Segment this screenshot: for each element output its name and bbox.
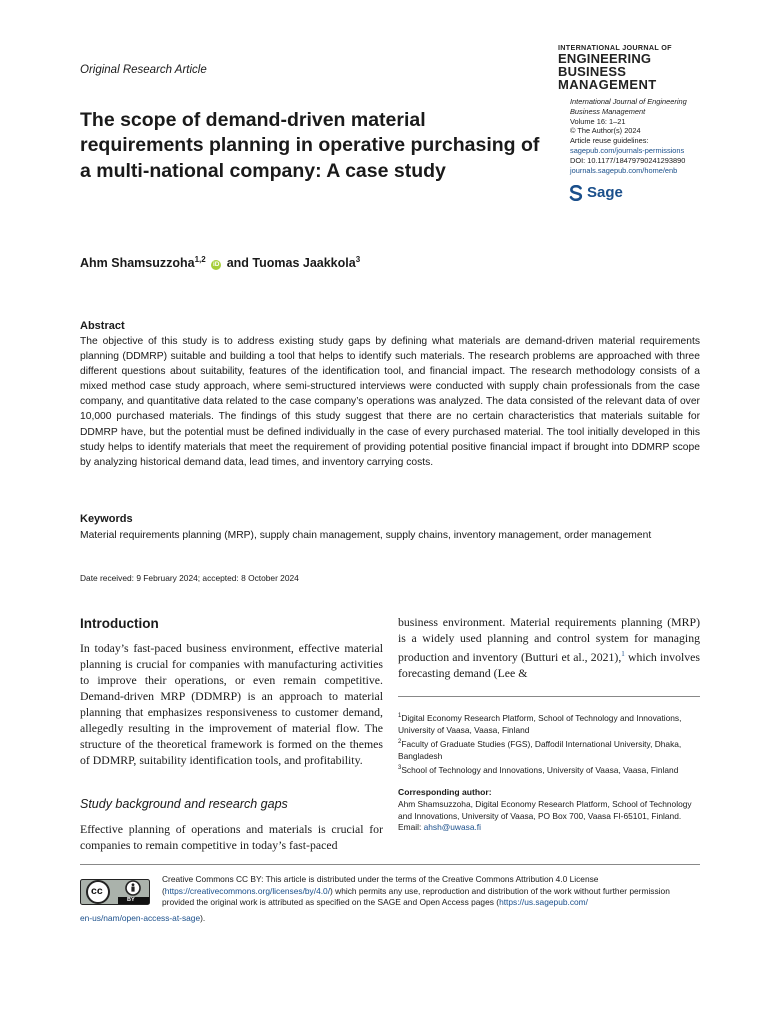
corresponding-address: Ahm Shamsuzzoha, Digital Economy Research Platform, School of Technology and Innovations, University of Vaasa, PO Box 700, Vaasa FI-65101, Finland. (398, 799, 692, 821)
author-list (80, 255, 360, 270)
abstract-text: The objective of this study is to address existing study gaps by defining what materials are demand-driven material requirements planning (DDMRP) suitable and building a tool that helps to identify such materials. The research problems are approached with three different questions about suitability, features of the identification tool, and financial impact. The research methodology consists of a mixed method case study approach, where semi-structured interviews were conducted with supply chain professionals from the case company, and quantitative data related to the case company’s operations was analyzed. The data consisted of the relevant data of over 10,000 purchased materials. The findings of this study suggest that there are no certain characteristics that materials suitable for DDMRP have, but the potential must be defined individually in the case of every purchased material. The tool initially developed in this study helps to identify materials that meet the requirement of providing potential positive financial impact if brought into DDMRP scope by analyzing historical demand data, lead times, and inventory carrying costs. (80, 336, 700, 468)
reference-link[interactable]: 1 (621, 650, 625, 658)
sage-logo-icon (569, 185, 583, 201)
affiliation-1-text: Digital Economy Research Platform, School of Technology and Innovations, University of Vaasa, Vaasa, Finland (398, 712, 682, 735)
article-type: Original Research Article (80, 64, 207, 76)
affiliation-3 (398, 763, 700, 777)
corresponding-heading: Corresponding author: (398, 787, 492, 797)
right-para-text-b: which involves forecasting demand (Lee & (398, 649, 700, 680)
cc-badge-label: cc (91, 885, 103, 897)
email-label: Email: (398, 822, 424, 833)
affiliation-2 (398, 737, 700, 762)
journal-logo-line1: INTERNATIONAL JOURNAL OF (558, 43, 672, 52)
author-2-name: and Tuomas Jaakkola (226, 256, 356, 271)
license-text-b: ) which permits any use, reproduction and distribution of the work without further permission provided the original work is attributed as specified on the SAGE and Open Access pages ( (162, 885, 670, 908)
author-2-affil: 3 (355, 255, 361, 264)
journal-name-2: Business Management (570, 106, 646, 116)
corresponding-email-line (398, 822, 700, 834)
keywords-heading: Keywords (80, 513, 133, 525)
introduction-paragraph: In today’s fast-paced business environment, effective material planning is crucial for companies with manufacturing activities to improve their operations, or even remain competitive. Demand-driven MRP (DDMRP) is an approach to material planning that emphasizes responsiveness to customer demand, allegedly resulting in the improvement of material flow. The structure of the theoretical framework is formed on the themes of DDMRP, suitability identification tools, and profitability. (80, 641, 383, 767)
reuse-link[interactable]: sagepub.com/journals-permissions (570, 145, 685, 155)
volume: Volume 16: 1–21 (570, 116, 626, 126)
keywords-text: Material requirements planning (MRP), supply chain management, supply chains, inventory management, order management (80, 530, 652, 541)
journal-logo-line2: ENGINEERING BUSINESS (558, 51, 652, 80)
license-text-cont (80, 913, 380, 925)
reuse-label: Article reuse guidelines: (570, 136, 649, 146)
affiliation-1 (398, 711, 700, 736)
affiliations (398, 711, 700, 778)
affiliation-2-text: Faculty of Graduate Studies (FGS), Daffodil International University, Dhaka, Bangladesh (398, 739, 682, 761)
copyright: © The Author(s) 2024 (570, 126, 641, 136)
journal-logo (558, 44, 708, 91)
right-column-paragraph (398, 614, 700, 681)
subsection-heading: Study background and research gaps (80, 797, 288, 811)
open-access-link-cont[interactable]: en-us/nam/open-access-at-sage (80, 913, 201, 923)
affiliation-2-marker: 2 (398, 739, 402, 746)
corresponding-author (398, 799, 700, 834)
license-text-c: ). (200, 913, 206, 923)
journal-meta (570, 97, 730, 175)
dates-received: Date received: 9 February 2024; accepted: 8 October 2024 (80, 573, 299, 583)
right-para-text-a: business environment. Material requirements planning (MRP) is a widely used planning and control system for managing production and inventory (Butturi et al., 2021), (398, 615, 700, 664)
journal-name-1: International Journal of Engineering (570, 97, 687, 106)
license-text (162, 874, 700, 909)
email-link[interactable]: ahsh@uwasa.fi (423, 822, 481, 833)
by-badge-label: BY (127, 897, 135, 903)
subsection-paragraph: Effective planning of operations and materials is crucial for companies to remain competitive in today’s fast-paced (80, 822, 383, 852)
journal-home-link[interactable]: journals.sagepub.com/home/enb (570, 165, 678, 175)
cc-by-badge[interactable] (80, 879, 150, 905)
article-title: The scope of demand-driven material requirements planning in operative purchasing of a multi-national company: A case study (80, 109, 540, 182)
affiliation-3-text: School of Technology and Innovations, University of Vaasa, Vaasa, Finland (401, 765, 679, 776)
affiliations-divider (398, 696, 700, 697)
affiliation-1-marker: 1 (398, 713, 402, 719)
abstract-heading: Abstract (80, 320, 125, 332)
license-text-a: Creative Commons CC BY: This article is distributed under the terms of the Creative Commons Attribution 4.0 License ( (162, 874, 599, 896)
publisher-logo (569, 184, 623, 201)
open-access-link[interactable]: https://us.sagepub.com/ (499, 897, 588, 908)
introduction-heading: Introduction (80, 616, 159, 631)
orcid-icon[interactable]: iD (212, 261, 220, 269)
author-1-affil: 1,2 (194, 255, 206, 264)
doi[interactable]: DOI: 10.1177/18479790241293890 (570, 155, 686, 165)
journal-logo-line3: MANAGEMENT (558, 77, 657, 93)
affiliation-3-marker: 3 (398, 765, 402, 772)
license-divider (80, 864, 700, 865)
license-link[interactable]: https://creativecommons.org/licenses/by/4.0/ (164, 885, 331, 896)
author-1-name: Ahm Shamsuzzoha (80, 256, 195, 271)
publisher-name: Sage (587, 184, 623, 201)
